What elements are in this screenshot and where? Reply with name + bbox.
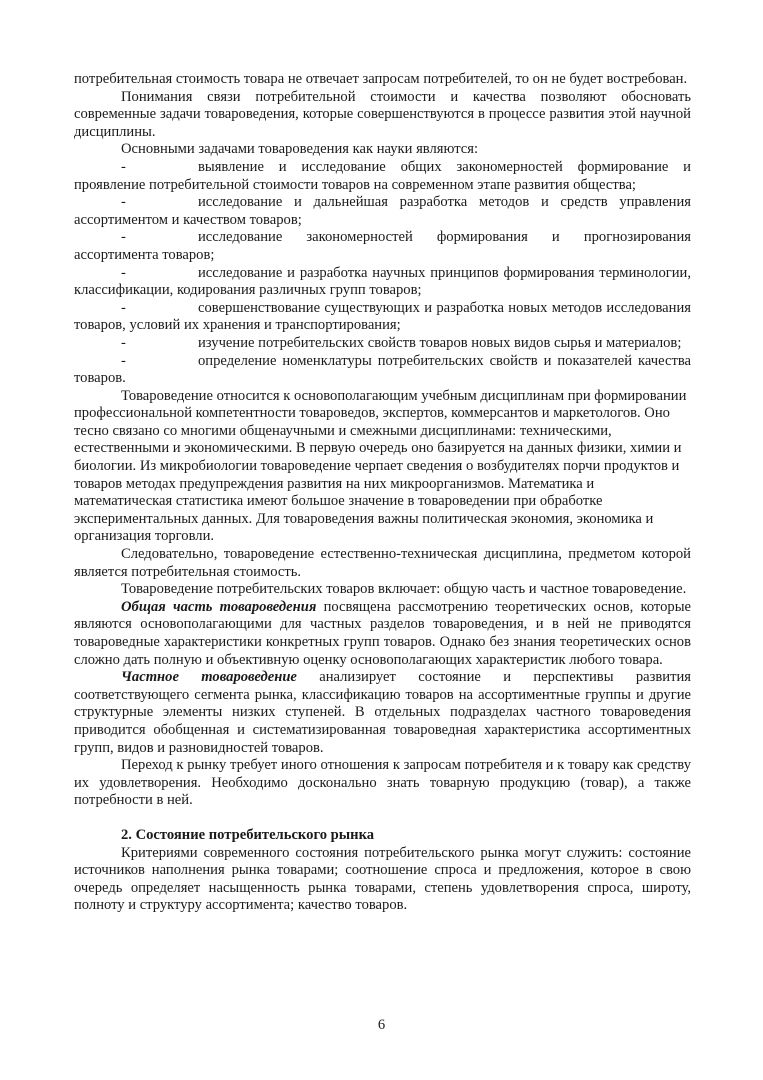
list-item-text: определение номенклатуры потребительских свойств и показателей качества товаров. bbox=[74, 352, 691, 387]
list-item bbox=[74, 265, 691, 300]
paragraph: Товароведение относится к основополагающим учебным дисциплинам при формировании профессиональной компетентности товароведов, экспертов, коммерсантов и маркетологов. Оно тесно связано со многими общенаучными и смежными дисциплинами: техническими, естественными и экономическими. В первую очередь оно базируется на данных физики, химии и биологии. Из микробиологии товароведение черпает сведения о возбудителях порчи продуктов и товаров методах предупреждения развития на них микроорганизмов. Математика и математическая статистика имеют большое значение в товароведении при обработке экспериментальных данных. Для товароведения важны политическая экономия, экономика и организация торговли. bbox=[74, 387, 687, 545]
list-item bbox=[74, 300, 691, 335]
list-item-text: исследование и дальнейшая разработка методов и средств управления ассортиментом и качеством товаров; bbox=[74, 194, 691, 228]
paragraph-text: посвящена рассмотрению теоретических основ, которые являются основополагающими для частных разделов товароведения, и в ней не приводятся товароведные характеристики конкретных групп товаров. Однако без знания теоретических основ сложно дать полную и объективную оценку основополагающих характеристик любого товара. bbox=[74, 598, 691, 668]
list-item-text: исследование и разработка научных принципов формирования терминологии, классификации, кодирования различных групп товаров; bbox=[74, 264, 691, 299]
list-item-text: совершенствование существующих и разработка новых методов исследования товаров, условий их хранения и транспортирования; bbox=[74, 299, 691, 334]
dash-marker: - bbox=[121, 194, 126, 211]
dash-marker: - bbox=[121, 264, 126, 281]
dash-marker: - bbox=[121, 352, 126, 369]
section-heading: 2. Состояние потребительского рынка bbox=[121, 826, 375, 843]
dash-marker: - bbox=[121, 229, 126, 246]
paragraph-text: анализирует состояние и перспективы развития соответствующего сегмента рынка, классификацию товаров на ассортиментные группы и другие структурные элементы низких ступеней. В отдельных подразделах частного товароведения приводится обобщенная и систематизированная товароведная характеристика ассортиментных групп, видов и разновидностей товаров. bbox=[74, 669, 691, 756]
paragraph: Следовательно, товароведение естественно-техническая дисциплина, предметом которой является потребительная стоимость. bbox=[74, 546, 691, 580]
list-item-text: выявление и исследование общих закономерностей формирование и проявление потребительной стоимости товаров на современном этапе развития общества; bbox=[74, 158, 691, 193]
list-item bbox=[74, 194, 691, 229]
list-item bbox=[74, 335, 691, 353]
task-list bbox=[74, 159, 691, 388]
list-item bbox=[74, 353, 691, 388]
page-body bbox=[74, 71, 691, 915]
paragraph: Основными задачами товароведения как науки являются: bbox=[121, 141, 479, 158]
dash-marker: - bbox=[121, 299, 126, 316]
paragraph: Понимания связи потребительной стоимости и качества позволяют обосновать современные задачи товароведения, которые совершенствуются в процессе развития этой научной дисциплины. bbox=[74, 88, 691, 140]
list-item-text: исследование закономерностей формирования и прогнозирования ассортимента товаров; bbox=[74, 229, 691, 263]
term-special-part: Частное товароведение bbox=[121, 669, 297, 686]
paragraph-special-part bbox=[74, 669, 691, 757]
page-number: 6 bbox=[377, 1017, 386, 1033]
dash-marker: - bbox=[121, 158, 126, 175]
paragraph: Переход к рынку требует иного отношения к запросам потребителя и к товару как средству их удовлетворения. Необходимо досконально знать товарную продукцию (товар), а также потребности в ней. bbox=[74, 757, 691, 809]
paragraph: Критериями современного состояния потребительского рынка могут служить: состояние источников наполнения рынка товарами; соотношение спроса и предложения, которое в свою очередь определяет насыщенность рынка товарами, степень удовлетворения спроса, широту, полноту и структуру ассортимента; качество товаров. bbox=[74, 844, 691, 914]
dash-marker: - bbox=[121, 334, 126, 351]
paragraph-general-part bbox=[74, 599, 691, 669]
list-item-text: изучение потребительских свойств товаров новых видов сырья и материалов; bbox=[198, 334, 682, 351]
list-item bbox=[74, 229, 691, 264]
term-general-part: Общая часть товароведения bbox=[121, 598, 317, 615]
paragraph: Товароведение потребительских товаров включает: общую часть и частное товароведение. bbox=[121, 581, 687, 598]
paragraph: потребительная стоимость товара не отвечает запросам потребителей, то он не будет востребован. bbox=[74, 71, 688, 87]
list-item bbox=[74, 159, 691, 194]
